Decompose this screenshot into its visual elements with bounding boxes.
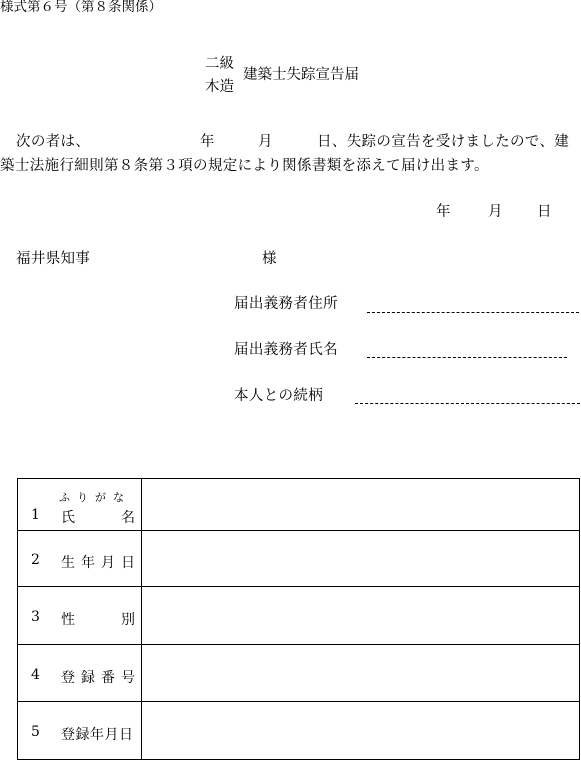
body-month-unit: 月 [258,134,273,150]
gender-value-cell[interactable] [142,587,580,645]
registration-number-value-cell[interactable] [142,645,580,702]
date-day-unit: 日 [537,204,552,220]
table-row [18,587,580,645]
row-label-cell [18,531,142,587]
row-label-cell [18,479,142,531]
filer-relation-label: 本人との続柄 [234,388,324,404]
birthdate-value-cell[interactable] [142,531,580,587]
row-label-cell [18,645,142,702]
form-number-label: 様式第６号（第８条関係） [0,0,162,15]
name-value-cell[interactable] [142,479,580,531]
personal-info-table [17,478,580,760]
body-line2: 築士法施行細則第８条第３項の規定により関係書類を添えて届け出ます。 [0,158,489,174]
row-label-cell [18,587,142,645]
filer-address-line[interactable] [367,312,579,313]
row-number: 2 [31,552,40,568]
row-number: 1 [31,507,40,523]
title-kind-top: 二級 [205,56,234,72]
filer-address-label: 届出義務者住所 [234,296,338,312]
table-row [18,645,580,702]
table-row [18,531,580,587]
row-label: 生年月日 [61,555,141,571]
row-number: 3 [31,609,40,625]
date-month-unit: 月 [488,204,503,220]
filer-name-line[interactable] [367,357,567,358]
body-year-unit: 年 [200,134,215,150]
row-number: 5 [31,724,40,740]
table-row [18,479,580,531]
body-line1-rest: 日、失踪の宣告を受けましたので、建 [317,134,570,150]
addressee-honorific: 様 [262,251,277,267]
furigana-label: ふりがな [59,491,131,504]
row-label: 登録番号 [61,670,141,686]
row-label: 氏 名 [61,510,141,526]
title-kind-bottom: 木造 [205,79,234,95]
date-year-unit: 年 [436,204,451,220]
body-line1-start: 次の者は、 [16,134,91,150]
document-title: 建築士失踪宣告届 [243,67,359,83]
filer-relation-line[interactable] [355,403,580,404]
filer-name-label: 届出義務者氏名 [234,342,338,358]
addressee-name: 福井県知事 [16,251,91,267]
row-label: 性 別 [61,612,141,628]
row-number: 4 [31,667,40,683]
row-label: 登録年月日 [61,727,134,743]
